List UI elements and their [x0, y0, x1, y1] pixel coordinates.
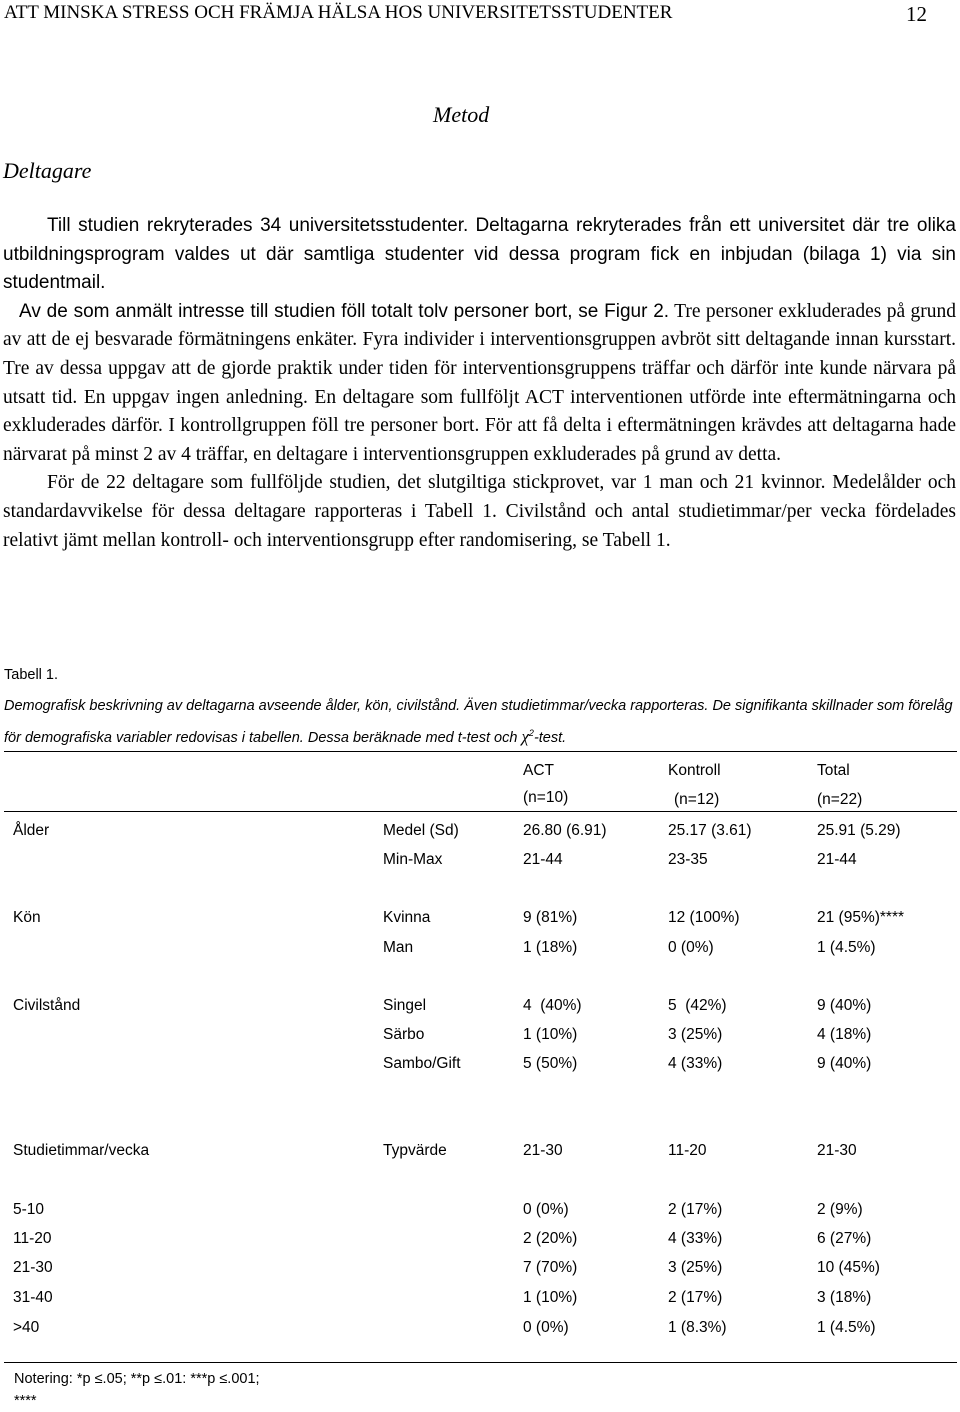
chi-symbol: χ	[521, 726, 529, 746]
table-caption-end: -test.	[533, 729, 567, 746]
row-group-31-40: 31-40	[13, 1289, 53, 1306]
table-cell: 21-44	[817, 851, 857, 868]
row-group-kon: Kön	[13, 909, 41, 926]
table-cell: 6 (27%)	[817, 1230, 872, 1247]
table-label: Tabell 1.	[4, 667, 59, 683]
paragraph-2-sentence-5: En deltagare som fullföljt ACT interventionen utförde inte eftermätningarna och exkluderades därför. I kontrollgruppen föll tre personer bort.	[3, 386, 957, 437]
table-caption	[4, 693, 954, 752]
table-cell: 3 (25%)	[668, 1026, 723, 1043]
row-group-5-10: 5-10	[13, 1201, 45, 1218]
table-cell: 2 (9%)	[817, 1201, 863, 1218]
row-label-sambo-gift: Sambo/Gift	[383, 1055, 461, 1072]
footnote-line-1: Notering: *p ≤.05; **p ≤.01: ***p ≤.001;	[14, 1371, 260, 1387]
row-label-medel: Medel (Sd)	[383, 822, 459, 839]
footnote-line-2: ****	[14, 1393, 37, 1409]
row-label-man: Man	[383, 939, 414, 956]
table-cell: 3 (25%)	[668, 1259, 723, 1276]
table-cell: 4 (40%)	[523, 997, 582, 1014]
page-number: 12	[906, 2, 927, 26]
table-footnote	[14, 1368, 260, 1412]
table-cell: 0 (0%)	[668, 939, 714, 956]
paragraph-1	[3, 212, 956, 298]
paragraph-3: För de 22 deltagare som fullföljde studien, det slutgiltiga stickprovet, var 1 man och 21 kvinnor. Medelålder och standardavvikelse för dessa deltagare rapporteras i Tabell 1. Civilstånd och antal studietimmar/per vecka fördelades relativt jämt mellan kontroll- och interventionsgrupp efter randomisering, se Tabell 1.	[3, 472, 956, 551]
table-cell: 11-20	[668, 1142, 707, 1159]
table-cell: 0 (0%)	[523, 1319, 569, 1336]
row-label-min-max: Min-Max	[383, 851, 443, 868]
paragraph-2-sentence-6: För att få delta i eftermätningen krävdes att deltagarna hade närvarat på minst 2 av 4 träffar, en deltagare i interventionsgruppen exkluderades på grund av detta.	[3, 415, 956, 465]
paragraph-1-sentence-2: Deltagarna rekryterades från ett universitet där tre olika utbildningsprogram valdes ut där samtliga studenter vid dessa program fick en inbjudan (bilaga 1) via sin studentmail.	[3, 215, 956, 294]
paragraph-2-sentence-1: Av de som anmält intresse till studien föll totalt tolv personer bort, se Figur 2.	[19, 300, 670, 322]
row-group-11-20: 11-20	[13, 1230, 52, 1247]
table-cell: 1 (10%)	[523, 1026, 578, 1043]
table-caption-text: Demografisk beskrivning av deltagarna avseende ålder, kön, civilstånd. Även studietimmar/vecka rapporteras. De signifikanta skillnader som förelåg för demografiska variabler redovisas i tabellen. Dessa beräknade med t-test och	[4, 698, 953, 746]
table-cell: 9 (81%)	[523, 909, 578, 926]
table-cell: 1 (8.3%)	[668, 1319, 727, 1336]
paragraph-2-sentence-2: Tre personer exkluderades på grund av att de ej besvarade förmätningens enkäter.	[3, 300, 957, 351]
row-label-sarbo: Särbo	[383, 1026, 425, 1043]
running-title: ATT MINSKA STRESS OCH FRÄMJA HÄLSA HOS UNIVERSITETSSTUDENTER	[4, 2, 673, 23]
row-group-civilstand: Civilstånd	[13, 997, 81, 1014]
table-header-rule	[4, 811, 957, 812]
column-n-kontroll: (n=12)	[674, 791, 720, 808]
table-cell: 9 (40%)	[817, 997, 872, 1014]
paragraph-2-sentence-3: Fyra individer i interventionsgruppen avbröt sitt deltagande innan kursstart.	[362, 329, 956, 351]
chi-superscript: 2	[528, 728, 534, 738]
section-title: Metod	[433, 102, 490, 127]
table-cell: 21-44	[523, 851, 563, 868]
table-cell: 2 (17%)	[668, 1201, 723, 1218]
paragraph-1-sentence-1: Till studien rekryterades 34 universitetsstudenter.	[47, 215, 469, 236]
table-cell: 21-30	[523, 1142, 563, 1159]
paragraph-2	[3, 298, 956, 470]
table-cell: 23-35	[668, 851, 708, 868]
table-cell: 4 (33%)	[668, 1230, 723, 1247]
table-cell: 7 (70%)	[523, 1259, 578, 1276]
table-cell: 4 (33%)	[668, 1055, 723, 1072]
table-cell: 0 (0%)	[523, 1201, 569, 1218]
paragraph-2-sentence-4: Tre av dessa uppgav att de gjorde praktik under tiden för interventionsgruppens träffar och därför inte kunde närvara på utsatt tid. En uppgav ingen anledning.	[3, 357, 956, 408]
table-bottom-rule	[4, 1362, 957, 1363]
table-cell: 1 (4.5%)	[817, 1319, 876, 1336]
table-cell: 1 (18%)	[523, 939, 578, 956]
table-cell: 26.80 (6.91)	[523, 822, 607, 839]
row-group-over-40: >40	[13, 1319, 40, 1336]
table-cell: 5 (42%)	[668, 997, 727, 1014]
table-cell: 2 (17%)	[668, 1289, 723, 1306]
row-group-21-30: 21-30	[13, 1259, 53, 1276]
table-cell: 1 (4.5%)	[817, 939, 876, 956]
table-cell: 25.17 (3.61)	[668, 822, 752, 839]
table-cell: 21-30	[817, 1142, 857, 1159]
column-header-kontroll: Kontroll	[668, 762, 721, 779]
row-group-alder: Ålder	[13, 822, 50, 839]
row-label-singel: Singel	[383, 997, 427, 1014]
table-cell: 5 (50%)	[523, 1055, 578, 1072]
table-cell: 3 (18%)	[817, 1289, 872, 1306]
body-text	[3, 212, 956, 555]
column-n-act: (n=10)	[523, 789, 569, 806]
column-n-total: (n=22)	[817, 791, 863, 808]
table-cell: 1 (10%)	[523, 1289, 578, 1306]
row-label-typvarde: Typvärde	[383, 1142, 447, 1159]
table-cell: 25.91 (5.29)	[817, 822, 901, 839]
table-cell: 2 (20%)	[523, 1230, 578, 1247]
table-top-rule	[4, 751, 957, 752]
row-label-kvinna: Kvinna	[383, 909, 431, 926]
column-header-act: ACT	[523, 762, 554, 779]
subsection-title: Deltagare	[3, 158, 92, 183]
table-cell: 12 (100%)	[668, 909, 740, 926]
row-group-studietimmar: Studietimmar/vecka	[13, 1142, 150, 1159]
table-cell: 9 (40%)	[817, 1055, 872, 1072]
column-header-total: Total	[817, 762, 850, 779]
table-cell: 10 (45%)	[817, 1259, 880, 1276]
table-cell: 4 (18%)	[817, 1026, 872, 1043]
table-cell: 21 (95%)****	[817, 909, 905, 926]
